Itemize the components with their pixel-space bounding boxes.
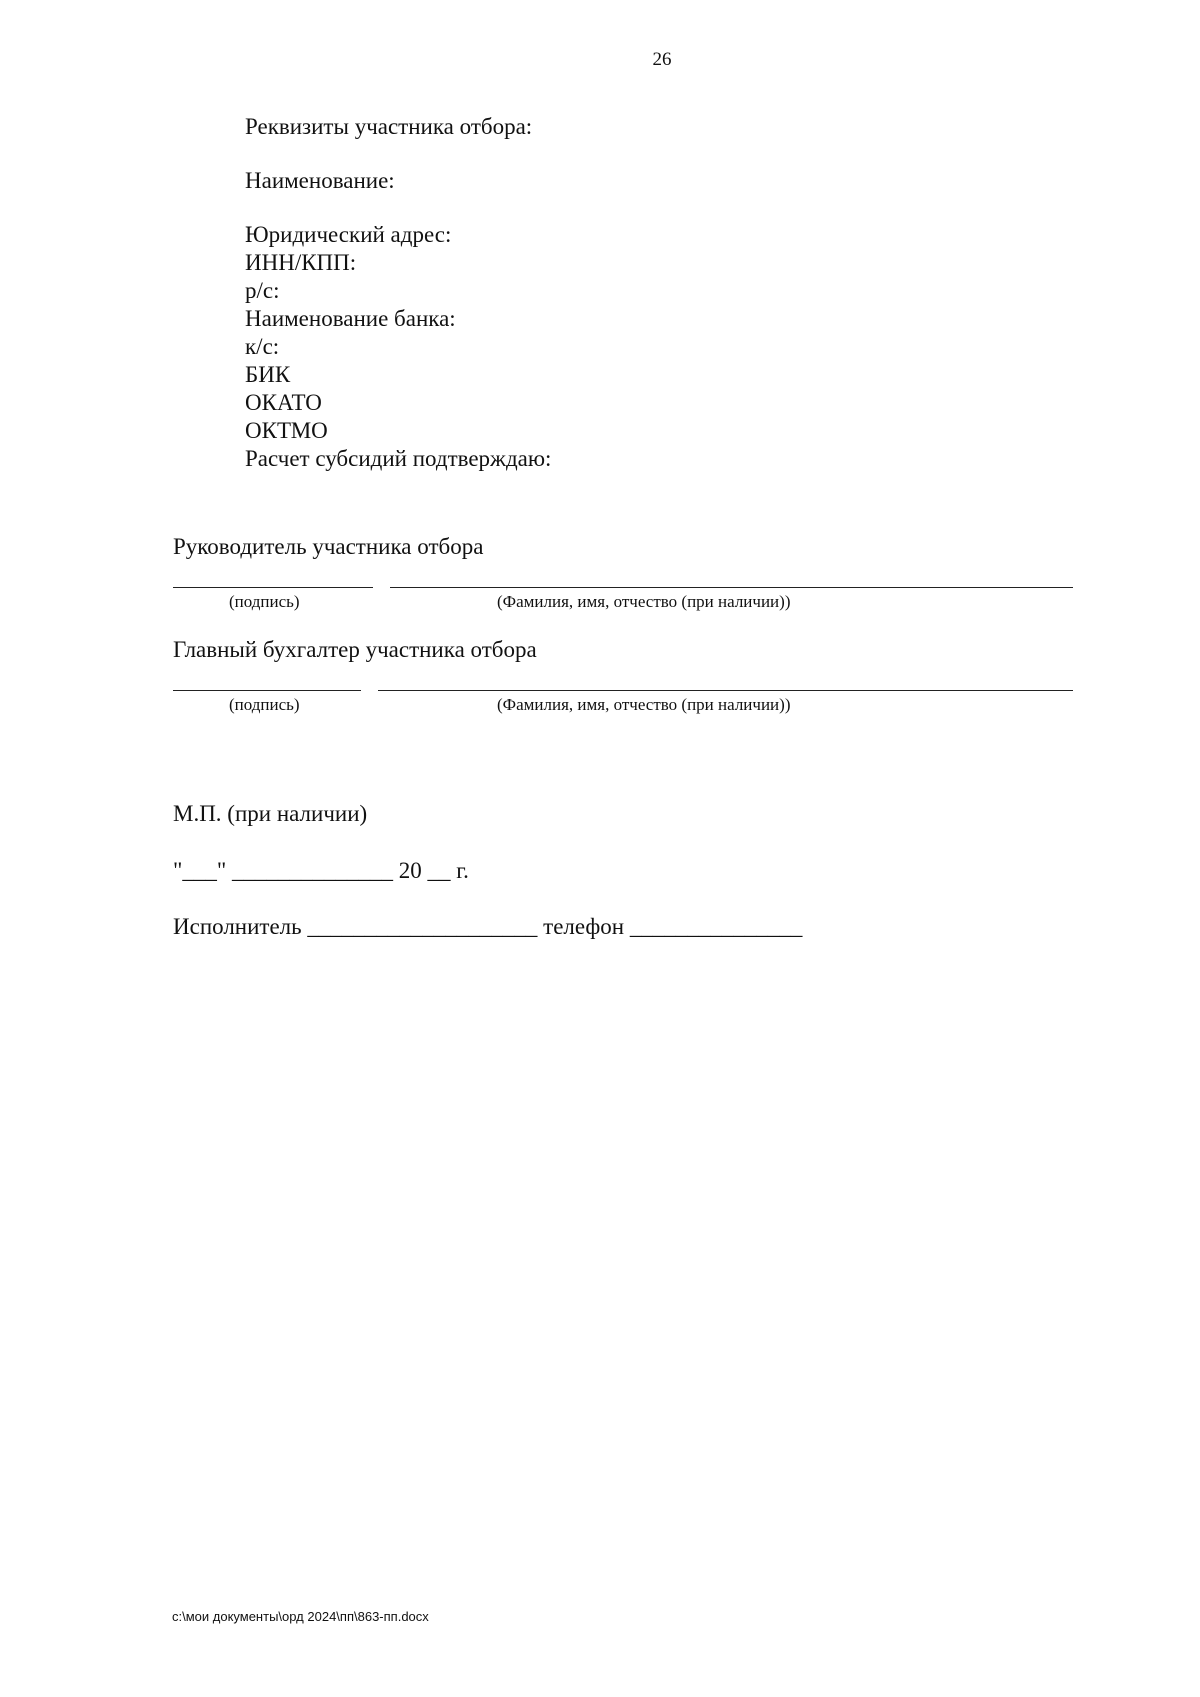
accountant-signature-line [173, 690, 361, 691]
requisites-confirm-line: Расчет субсидий подтверждаю: [245, 446, 552, 471]
executor-line: Исполнитель ____________________ телефон _______________ [173, 914, 803, 939]
head-signature-line [173, 587, 373, 588]
head-name-line [390, 587, 1073, 588]
requisites-name-field: Наименование: [245, 168, 395, 193]
accountant-name-line [378, 690, 1073, 691]
page-number: 26 [652, 49, 672, 70]
requisites-okato-field: ОКАТО [245, 390, 322, 415]
requisites-block [245, 113, 551, 473]
requisites-bik-field: БИК [245, 362, 291, 387]
accountant-sign-caption: (подпись) [229, 695, 300, 714]
head-sign-caption: (подпись) [229, 592, 300, 611]
stamp-line: М.П. (при наличии) [173, 801, 368, 826]
footer-file-path: c:\мои документы\орд 2024\пп\863-пп.docx [172, 1609, 429, 1624]
requisites-legal-address-field: Юридический адрес: [245, 222, 452, 247]
requisites-oktmo-field: ОКТМО [245, 418, 328, 443]
requisites-bank-name-field: Наименование банка: [245, 306, 456, 331]
requisites-inn-kpp-field: ИНН/КПП: [245, 250, 357, 275]
accountant-name-caption: (Фамилия, имя, отчество (при наличии)) [497, 695, 791, 714]
date-line: "___" ______________ 20 __ г. [173, 858, 469, 883]
requisites-account-field: р/с: [245, 278, 280, 303]
accountant-signature-title: Главный бухгалтер участника отбора [173, 637, 537, 662]
head-signature-title: Руководитель участника отбора [173, 534, 484, 559]
requisites-corr-account-field: к/с: [245, 334, 280, 359]
requisites-heading: Реквизиты участника отбора: [245, 114, 533, 139]
head-name-caption: (Фамилия, имя, отчество (при наличии)) [497, 592, 791, 611]
